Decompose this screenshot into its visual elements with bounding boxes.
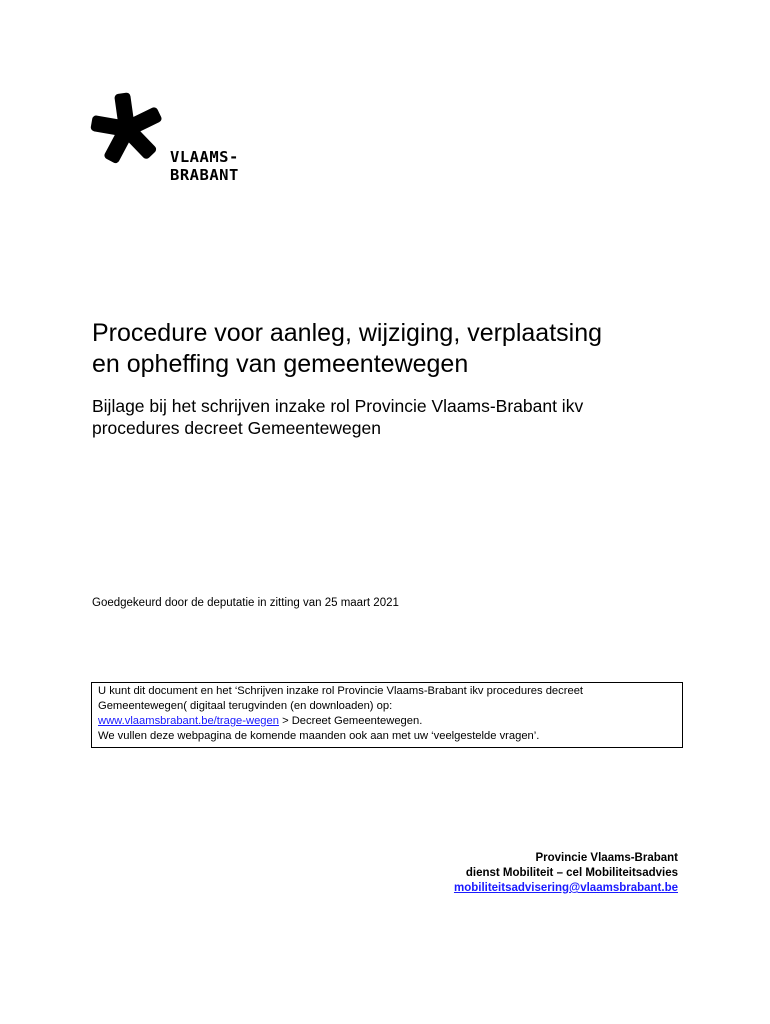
subtitle-line-2: procedures decreet Gemeentewegen bbox=[92, 418, 381, 438]
subtitle-line-1: Bijlage bij het schrijven inzake rol Provincie Vlaams-Brabant ikv bbox=[92, 396, 584, 416]
notice-line-2: Gemeentewegen( digitaal terugvinden (en downloaden) op: bbox=[98, 700, 393, 712]
trage-wegen-link[interactable]: www.vlaamsbrabant.be/trage-wegen bbox=[98, 715, 279, 727]
contact-department: dienst Mobiliteit – cel Mobiliteitsadvies bbox=[465, 867, 678, 879]
notice-line-4: We vullen deze webpagina de komende maanden ook aan met uw ‘veelgestelde vragen’. bbox=[98, 730, 540, 742]
logo-line-1: VLAAMS- bbox=[170, 148, 239, 166]
approval-statement: Goedgekeurd door de deputatie in zitting van 25 maart 2021 bbox=[92, 597, 399, 609]
notice-line-3 bbox=[98, 714, 676, 729]
title-line-1: Procedure voor aanleg, wijziging, verplaatsing bbox=[92, 319, 603, 347]
contact-organisation: Provincie Vlaams-Brabant bbox=[535, 852, 678, 864]
notice-box bbox=[91, 682, 683, 748]
logo-wordmark bbox=[170, 148, 239, 184]
document-subtitle bbox=[92, 395, 712, 439]
asterisk-logo-icon bbox=[90, 92, 164, 166]
logo-line-2: BRABANT bbox=[170, 166, 239, 184]
contact-email-link[interactable]: mobiliteitsadvisering@vlaamsbrabant.be bbox=[453, 882, 678, 894]
title-line-2: en opheffing van gemeentewegen bbox=[92, 350, 469, 378]
contact-block bbox=[454, 851, 678, 896]
notice-line-1: U kunt dit document en het ‘Schrijven inzake rol Provincie Vlaams-Brabant ikv procedures decreet bbox=[98, 685, 584, 697]
notice-link-suffix: > Decreet Gemeentewegen. bbox=[278, 715, 423, 727]
vlaams-brabant-logo bbox=[90, 92, 260, 192]
document-title bbox=[92, 318, 712, 380]
